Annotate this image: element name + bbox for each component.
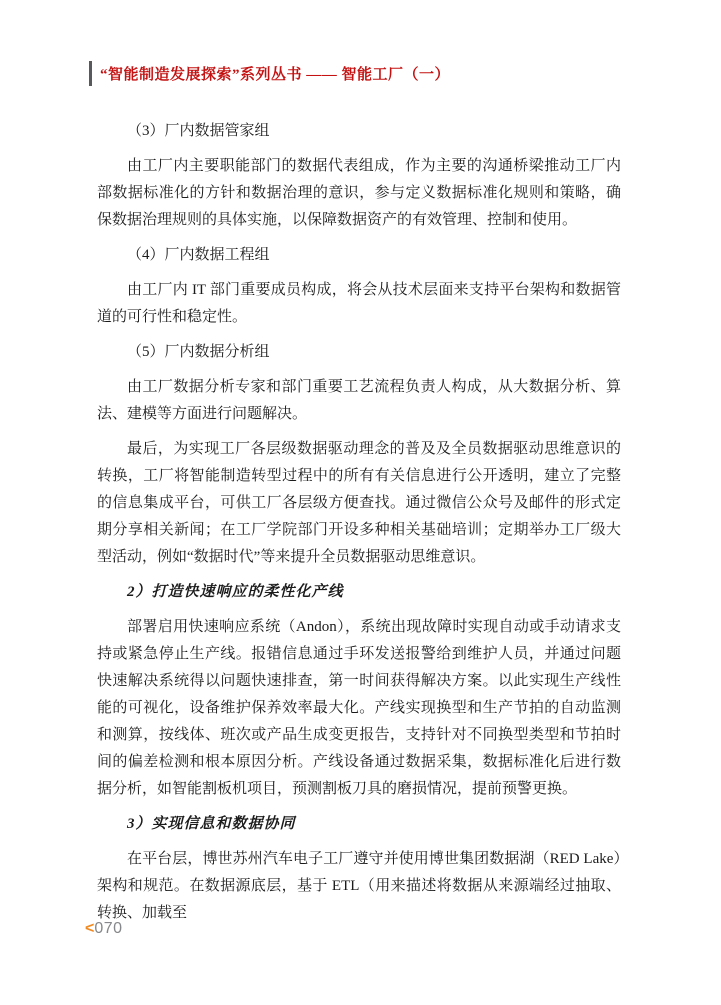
paragraph-data-driven-culture: 最后，为实现工厂各层级数据驱动理念的普及及全员数据驱动思维意识的转换，工厂将智能制造转型过程中的所有有关信息进行公开透明，建立了完整的信息集成平台，可供工厂各层级方便查找。通过微信公众号及邮件的形式定期分享相关新闻；在工厂学院部门开设多种相关基础培训；定期举办工厂级大型活动，例如“数据时代”等来提升全员数据驱动思维意识。 bbox=[97, 441, 621, 565]
paragraph-data-steward-group: 由工厂内主要职能部门的数据代表组成，作为主要的沟通桥梁推动工厂内部数据标准化的方针和数据治理的意识，参与定义数据标准化规则和策略，确保数据治理规则的具体实施，以保障数据资产的有效管理、控制和使用。 bbox=[97, 158, 621, 228]
numbered-heading-flexible-line: 2）打造快速响应的柔性化产线 bbox=[127, 584, 344, 600]
page-number-arrow: < bbox=[85, 920, 95, 937]
page-header bbox=[89, 61, 450, 86]
header-accent-bar bbox=[89, 61, 92, 86]
book-series-title: “智能制造发展探索”系列丛书 —— 智能工厂（一） bbox=[100, 67, 451, 83]
numbered-heading-data-collaboration: 3）实现信息和数据协同 bbox=[127, 816, 296, 832]
paragraph-red-lake-etl: 在平台层，博世苏州汽车电子工厂遵守并使用博世集团数据湖（RED Lake）架构和规范。在数据源底层，基于 ETL（用来描述将数据从来源端经过抽取、转换、加载至 bbox=[97, 851, 621, 921]
paragraph-data-analysis-group: 由工厂数据分析专家和部门重要工艺流程负责人构成，从大数据分析、算法、建模等方面进行问题解决。 bbox=[97, 379, 621, 422]
section-heading-group-4: （4）厂内数据工程组 bbox=[127, 247, 270, 263]
paragraph-andon-system: 部署启用快速响应系统（Andon），系统出现故障时实现自动或手动请求支持或紧急停止生产线。报错信息通过手环发送报警给到维护人员，并通过问题快速解决系统得以问题快速排查，第一时间获得解决方案。以此实现生产线性能的可视化，设备维护保养效率最大化。产线实现换型和生产节拍的自动监测和测算，按线体、班次或产品生成变更报告，支持针对不同换型类型和节拍时间的偏差检测和根本原因分析。产线设备通过数据采集，数据标准化后进行数据分析，如智能割板机项目，预测割板刀具的磨损情况，提前预警更换。 bbox=[97, 619, 621, 797]
paragraph-data-engineering-group: 由工厂内 IT 部门重要成员构成，将会从技术层面来支持平台架构和数据管道的可行性和稳定性。 bbox=[97, 282, 621, 325]
page-number: 070 bbox=[94, 920, 123, 937]
page-footer bbox=[85, 919, 123, 939]
section-heading-group-5: （5）厂内数据分析组 bbox=[127, 344, 270, 360]
section-heading-group-3: （3）厂内数据管家组 bbox=[127, 123, 270, 139]
page-content bbox=[97, 118, 621, 935]
